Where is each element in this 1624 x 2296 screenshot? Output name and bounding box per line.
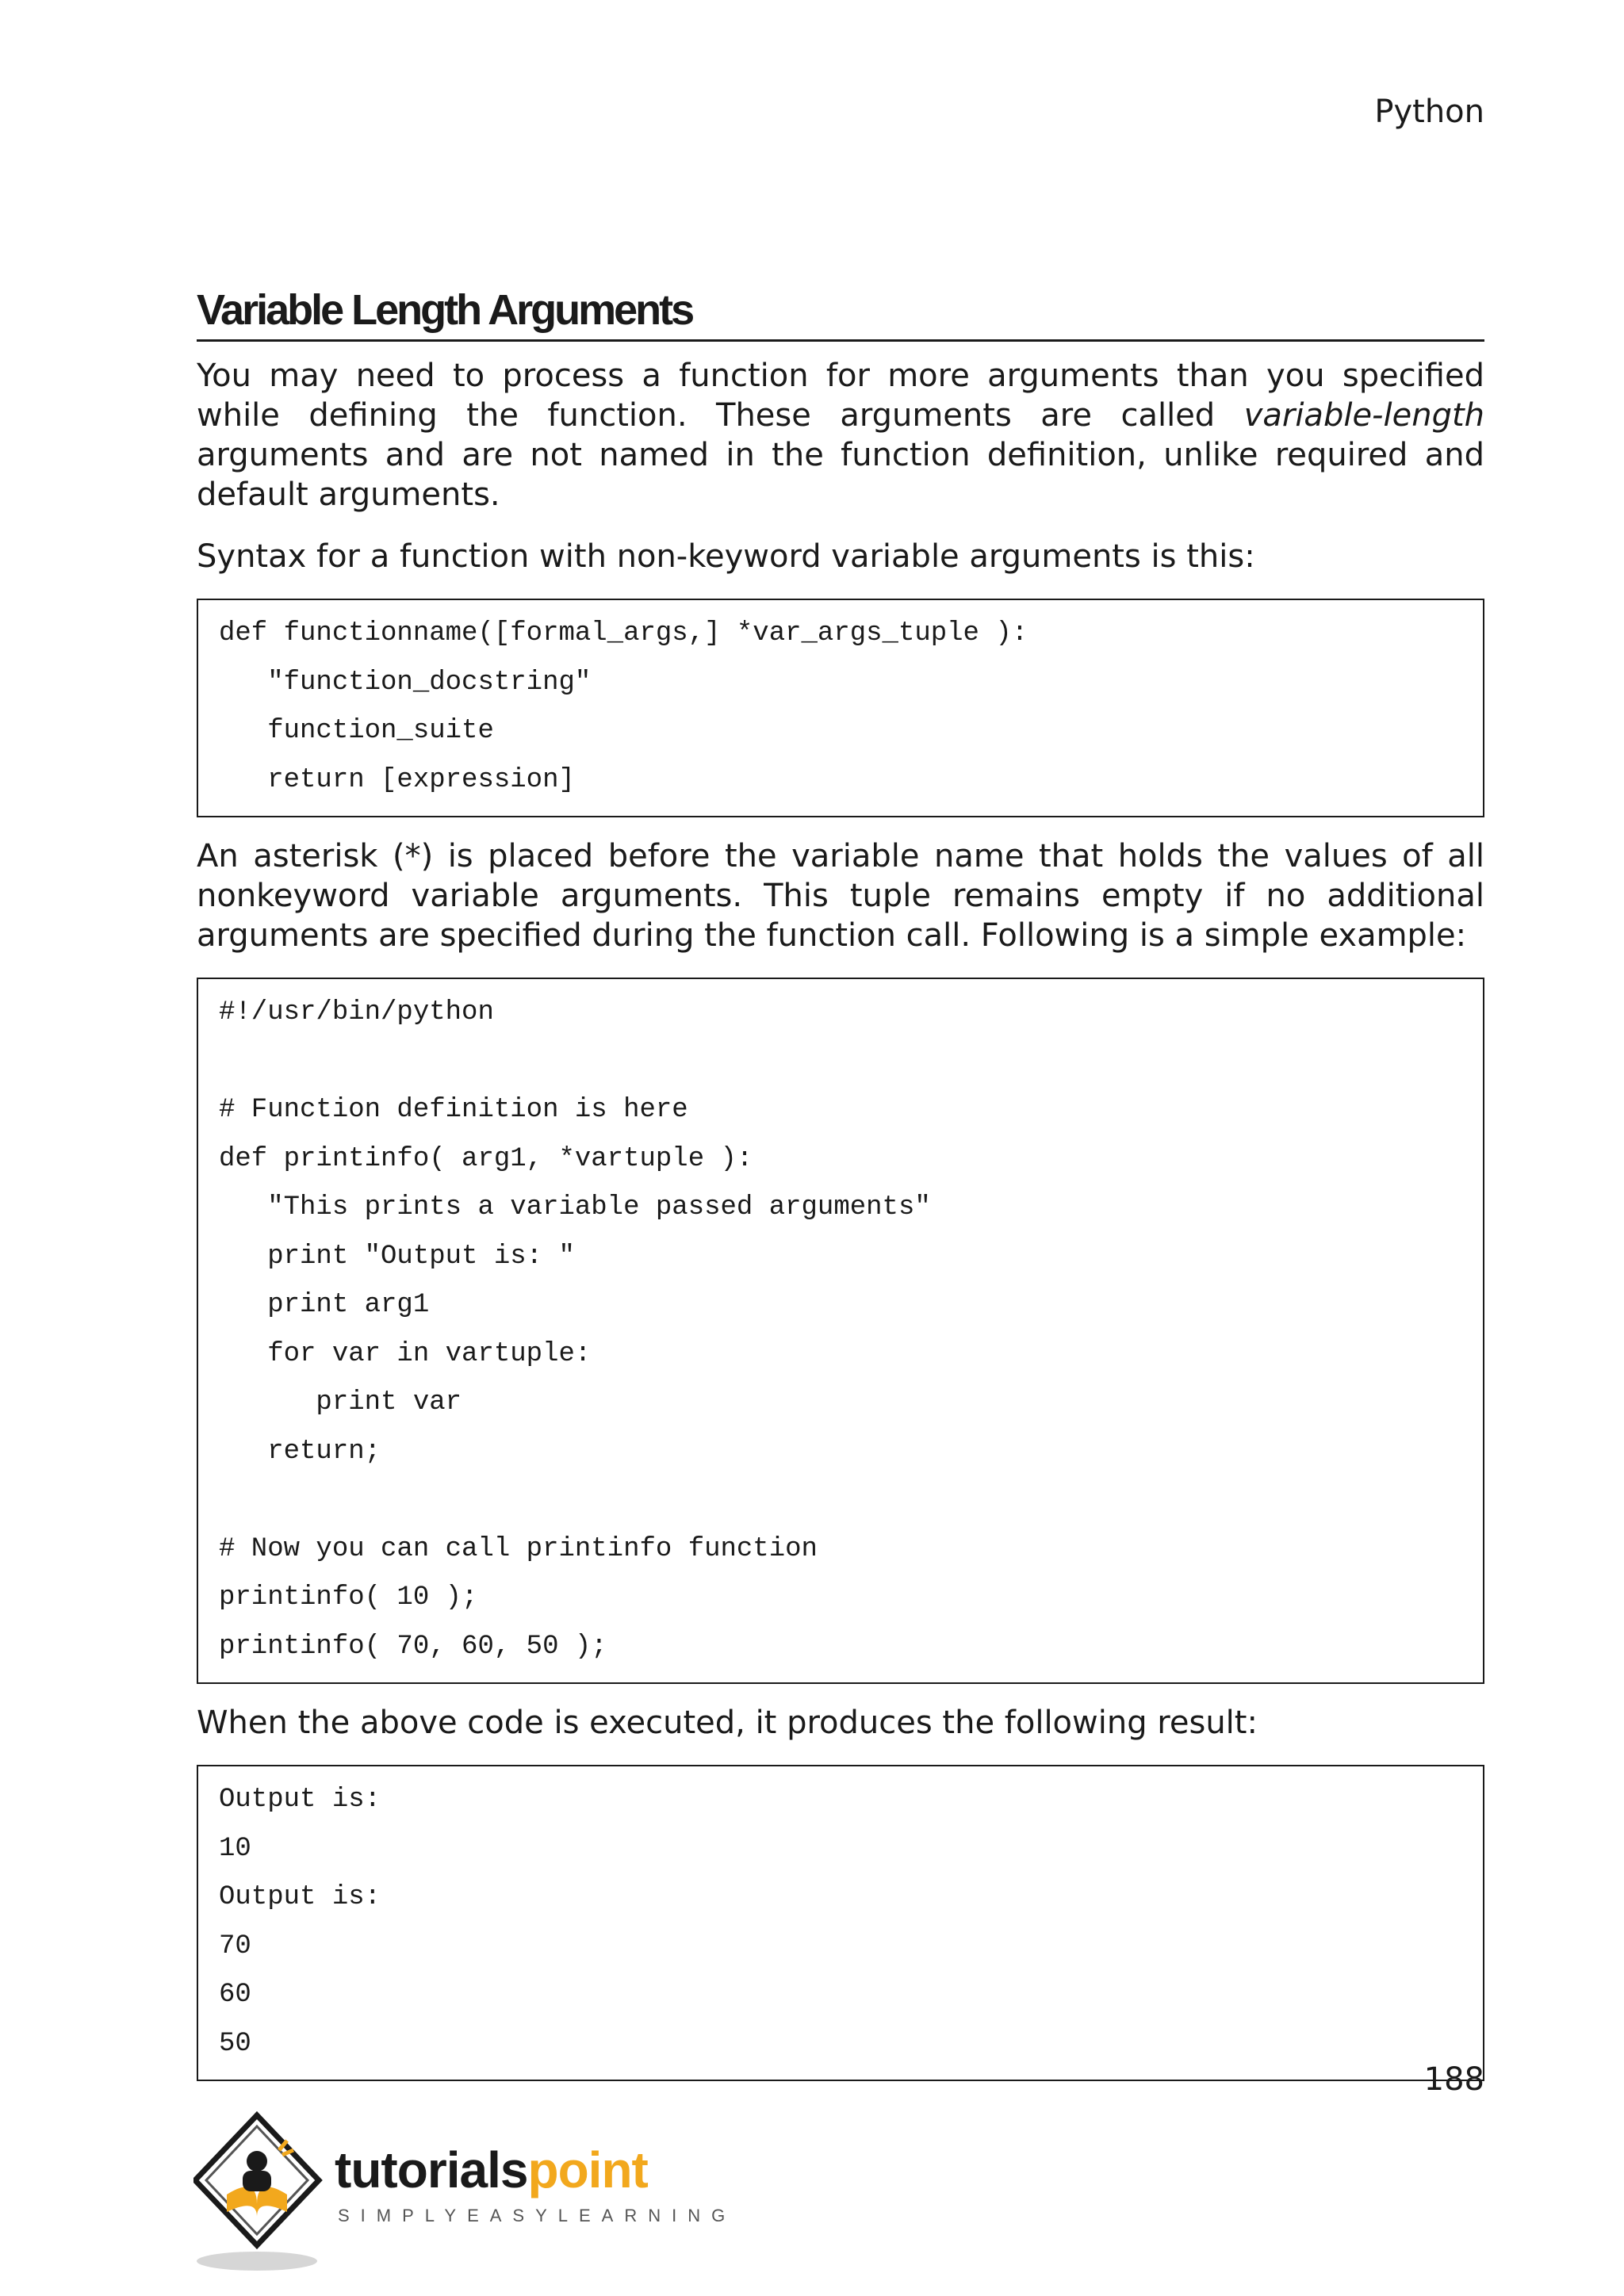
code-line: print var xyxy=(219,1387,462,1418)
code-line: printinfo( 70, 60, 50 ); xyxy=(219,1631,607,1662)
code-line: def printinfo( arg1, *vartuple ): xyxy=(219,1143,753,1174)
output-line: 50 xyxy=(219,2028,251,2059)
output-line: 10 xyxy=(219,1833,251,1864)
code-line: print "Output is: " xyxy=(219,1241,575,1272)
output-line: Output is: xyxy=(219,1882,381,1912)
logo-tagline: SIMPLYEASYLEARNING xyxy=(338,2206,737,2225)
logo-diamond-icon xyxy=(193,2109,336,2275)
logo-wordmark xyxy=(335,2141,648,2199)
code-line: # Function definition is here xyxy=(219,1095,688,1125)
code-line: for var in vartuple: xyxy=(219,1338,592,1369)
page-content xyxy=(197,285,1484,2081)
output-line: 70 xyxy=(219,1931,251,1961)
intro-paragraph xyxy=(197,356,1484,515)
result-paragraph: When the above code is executed, it produces the following result: xyxy=(197,1705,1258,1741)
intro-text-b: arguments and are not named in the function definition, unlike required and default arguments. xyxy=(197,437,1484,513)
code-line: "This prints a variable passed arguments" xyxy=(219,1192,931,1223)
page-number: 188 xyxy=(1423,2061,1484,2098)
example-code-block xyxy=(197,978,1484,1684)
syntax-paragraph: Syntax for a function with non-keyword variable arguments is this: xyxy=(197,538,1255,575)
code-line: return; xyxy=(219,1436,381,1467)
output-line: 60 xyxy=(219,1980,251,2010)
intro-emphasis: variable-length xyxy=(1243,397,1484,434)
asterisk-paragraph: An asterisk (*) is placed before the variable name that holds the values of all nonkeyword variable arguments. This tuple remains empty if no additional arguments are specified during the function call. Following is a simple example: xyxy=(197,838,1484,954)
running-head: Python xyxy=(1374,94,1484,130)
tutorialspoint-logo xyxy=(193,2109,737,2275)
code-line: function_suite xyxy=(219,716,494,746)
syntax-code-block xyxy=(197,599,1484,817)
output-block xyxy=(197,1765,1484,2081)
code-line xyxy=(219,1038,1464,1087)
code-line: def functionname([formal_args,] *var_args_tuple ): xyxy=(219,618,1028,649)
code-line: printinfo( 10 ); xyxy=(219,1582,478,1613)
code-line: # Now you can call printinfo function xyxy=(219,1533,818,1564)
code-line: print arg1 xyxy=(219,1290,430,1320)
code-line: return [expression] xyxy=(219,764,575,795)
logo-text-point: point xyxy=(527,2141,648,2198)
intro-text-a: You may need to process a function for more arguments than you specified while defining the function. These arguments are called xyxy=(197,358,1484,434)
code-line: #!/usr/bin/python xyxy=(219,997,494,1027)
output-line: Output is: xyxy=(219,1785,381,1815)
section-title: Variable Length Arguments xyxy=(197,285,1484,342)
logo-text-tutorials: tutorials xyxy=(335,2141,528,2198)
code-line xyxy=(219,1476,1464,1525)
code-line: "function_docstring" xyxy=(219,667,592,698)
